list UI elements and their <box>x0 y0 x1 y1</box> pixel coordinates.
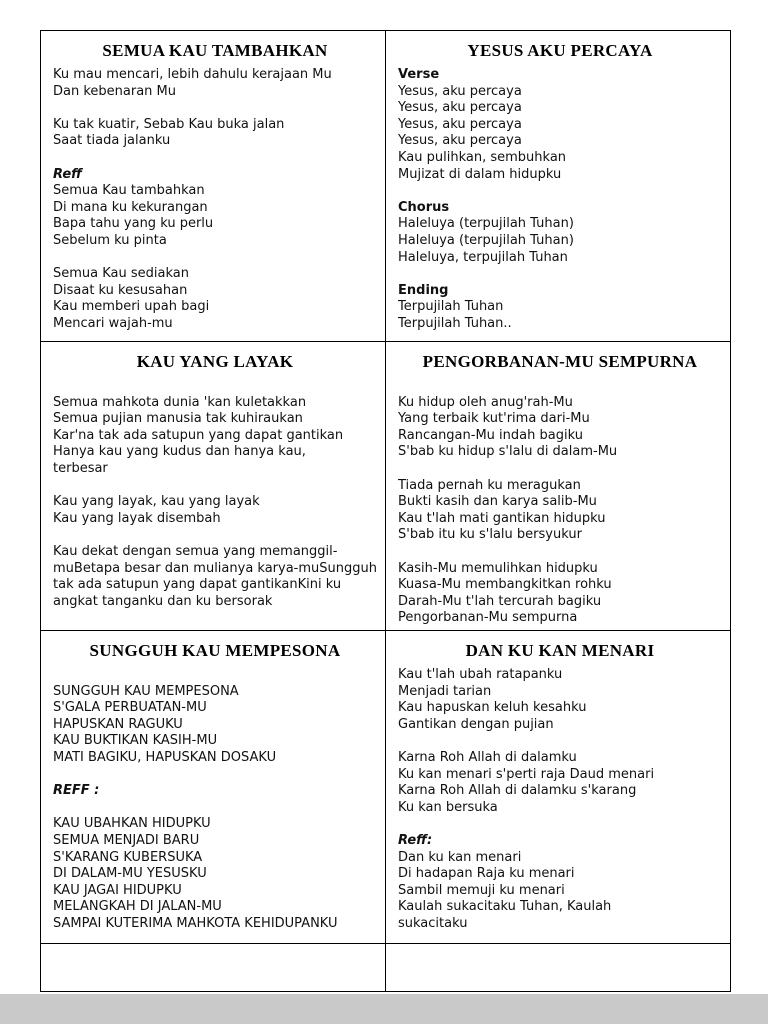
lyric-line: Yesus, aku percaya <box>398 133 522 149</box>
lyric-line: Reff <box>53 166 83 182</box>
lyric-line <box>398 816 722 833</box>
lyric-line: Ending <box>398 282 449 298</box>
lyric-line: S'bab itu ku s'lalu bersyukur <box>398 527 582 543</box>
lyric-line: Mencari wajah-mu <box>53 315 173 331</box>
lyric-line: Rancangan-Mu indah bagiku <box>398 427 583 443</box>
lyric-line: Bapa tahu yang ku perlu <box>53 216 214 232</box>
lyric-line: Ku kan bersuka <box>398 799 498 815</box>
song-lyrics <box>53 667 377 933</box>
lyric-line: angkat tanganku dan ku bersorak <box>53 593 273 609</box>
song-title: DAN KU KAN MENARI <box>465 641 655 660</box>
lyric-line: Reff: <box>398 832 433 848</box>
lyric-line: SUNGGUH KAU MEMPESONA <box>53 683 239 699</box>
lyric-line: S'KARANG KUBERSUKA <box>53 849 203 865</box>
song-title: KAU YANG LAYAK <box>136 352 294 371</box>
lyric-line: tak ada satupun yang dapat gantikanKini ku <box>53 577 342 593</box>
lyric-line: Kau yang layak disembah <box>53 510 221 526</box>
lyric-line: Disaat ku kesusahan <box>53 282 188 298</box>
lyric-line: Dan ku kan menari <box>398 849 522 865</box>
lyric-line: Dan kebenaran Mu <box>53 83 177 99</box>
lyric-line: Gantikan dengan pujian <box>398 716 554 732</box>
empty-cell <box>386 944 731 992</box>
lyric-line <box>53 150 377 167</box>
lyric-line: Kau t'lah ubah ratapanku <box>398 667 563 682</box>
song-cell-pengorbanan-mu-sempurna <box>386 342 731 631</box>
lyric-line: Semua mahkota dunia 'kan kuletakkan <box>53 394 307 410</box>
lyric-line <box>398 378 722 395</box>
lyric-line <box>53 378 377 395</box>
lyric-line: Menjadi tarian <box>398 683 492 699</box>
lyric-line: Kau hapuskan keluh kesahku <box>398 700 587 716</box>
lyric-line: REFF : <box>53 783 100 799</box>
lyric-line: Yang terbaik kut'rima dari-Mu <box>398 411 590 427</box>
lyric-line: Sambil memuji ku menari <box>398 882 565 898</box>
lyric-line: Di hadapan Raja ku menari <box>398 866 575 882</box>
song-title: SUNGGUH KAU MEMPESONA <box>89 641 341 660</box>
lyric-line: Ku mau mencari, lebih dahulu kerajaan Mu <box>53 67 332 82</box>
lyric-line: MATI BAGIKU, HAPUSKAN DOSAKU <box>53 749 277 765</box>
lyric-line: Pengorbanan-Mu sempurna <box>398 610 578 626</box>
lyric-line: Kasih-Mu memulihkan hidupku <box>398 560 598 576</box>
lyric-line <box>398 183 722 200</box>
lyric-line <box>53 100 377 117</box>
song-lyrics <box>398 667 722 933</box>
song-lyrics <box>398 378 722 627</box>
lyric-line: muBetapa besar dan mulianya karya-muSungguh <box>53 560 377 576</box>
lyric-line <box>53 800 377 817</box>
lyric-line: Ku tak kuatir, Sebab Kau buka jalan <box>53 116 285 132</box>
song-title: PENGORBANAN-MU SEMPURNA <box>422 352 698 371</box>
lyric-line: Tiada pernah ku meragukan <box>398 477 581 493</box>
lyric-line: Karna Roh Allah di dalamku <box>398 749 577 765</box>
lyric-line: Kuasa-Mu membangkitkan rohku <box>398 577 612 593</box>
empty-cell <box>41 944 386 992</box>
song-cell-dan-ku-kan-menari <box>386 631 731 944</box>
lyric-line: DI DALAM-MU YESUSKU <box>53 866 207 882</box>
lyric-line: Haleluya (terpujilah Tuhan) <box>398 216 574 232</box>
lyric-line: Mujizat di dalam hidupku <box>398 166 562 182</box>
lyric-line: Kau dekat dengan semua yang memanggil- <box>53 543 338 559</box>
lyric-line <box>53 667 377 684</box>
lyric-line: Terpujilah Tuhan.. <box>398 315 512 331</box>
lyric-line: SAMPAI KUTERIMA MAHKOTA KEHIDUPANKU <box>53 915 338 931</box>
lyric-line: S'GALA PERBUATAN-MU <box>53 700 207 716</box>
lyric-line: Kau yang layak, kau yang layak <box>53 494 260 510</box>
lyric-line: sukacitaku <box>398 915 468 931</box>
lyric-line: SEMUA MENJADI BARU <box>53 832 200 848</box>
song-lyrics <box>53 378 377 610</box>
lyric-line <box>53 767 377 784</box>
song-title: YESUS AKU PERCAYA <box>467 41 653 60</box>
lyric-line: S'bab ku hidup s'lalu di dalam-Mu <box>398 444 618 460</box>
lyric-line: Haleluya, terpujilah Tuhan <box>398 249 568 265</box>
song-lyrics <box>53 67 377 333</box>
lyric-line <box>398 266 722 283</box>
lyric-line: Semua Kau sediakan <box>53 266 189 282</box>
lyric-line: MELANGKAH DI JALAN-MU <box>53 899 222 915</box>
lyric-line: Sebelum ku pinta <box>53 232 167 248</box>
lyric-line <box>53 250 377 267</box>
lyric-line <box>398 733 722 750</box>
lyric-line: Darah-Mu t'lah tercurah bagiku <box>398 593 602 609</box>
lyric-line: Haleluya (terpujilah Tuhan) <box>398 232 574 248</box>
lyric-line: Saat tiada jalanku <box>53 133 171 149</box>
lyric-line: KAU BUKTIKAN KASIH-MU <box>53 733 218 749</box>
lyric-line: terbesar <box>53 460 108 476</box>
lyric-line: Kau t'lah mati gantikan hidupku <box>398 510 606 526</box>
lyric-line: Kar'na tak ada satupun yang dapat gantikan <box>53 427 344 443</box>
lyric-line <box>53 478 377 495</box>
lyric-line: Verse <box>398 67 440 82</box>
lyric-line: Di mana ku kekurangan <box>53 199 208 215</box>
lyric-line <box>398 461 722 478</box>
lyric-line: KAU JAGAI HIDUPKU <box>53 882 182 898</box>
lyric-line: Semua pujian manusia tak kuhiraukan <box>53 411 303 427</box>
lyrics-table <box>40 30 731 992</box>
lyric-line: Ku hidup oleh anug'rah-Mu <box>398 394 573 410</box>
lyric-line: Yesus, aku percaya <box>398 100 522 116</box>
lyric-line: Semua Kau tambahkan <box>53 183 205 199</box>
lyric-line <box>398 544 722 561</box>
song-title: SEMUA KAU TAMBAHKAN <box>102 41 328 60</box>
song-cell-sungguh-kau-mempesona <box>41 631 386 944</box>
song-cell-kau-yang-layak <box>41 342 386 631</box>
lyric-line: Bukti kasih dan karya salib-Mu <box>398 494 597 510</box>
lyric-line: Terpujilah Tuhan <box>398 299 504 315</box>
lyric-line: Hanya kau yang kudus dan hanya kau, <box>53 444 306 460</box>
lyric-line: KAU UBAHKAN HIDUPKU <box>53 816 211 832</box>
song-cell-yesus-aku-percaya <box>386 31 731 342</box>
lyric-line: Kaulah sukacitaku Tuhan, Kaulah <box>398 899 612 915</box>
lyric-line: Yesus, aku percaya <box>398 83 522 99</box>
lyric-line: Kau memberi upah bagi <box>53 299 210 315</box>
song-lyrics <box>398 67 722 333</box>
lyric-line: Yesus, aku percaya <box>398 116 522 132</box>
lyric-line: Kau pulihkan, sembuhkan <box>398 149 567 165</box>
lyric-line <box>53 527 377 544</box>
lyric-line: Karna Roh Allah di dalamku s'karang <box>398 783 637 799</box>
song-cell-semua-kau-tambahkan <box>41 31 386 342</box>
lyric-line: Chorus <box>398 199 450 215</box>
lyric-line: Ku kan menari s'perti raja Daud menari <box>398 766 655 782</box>
lyric-line: HAPUSKAN RAGUKU <box>53 716 183 732</box>
